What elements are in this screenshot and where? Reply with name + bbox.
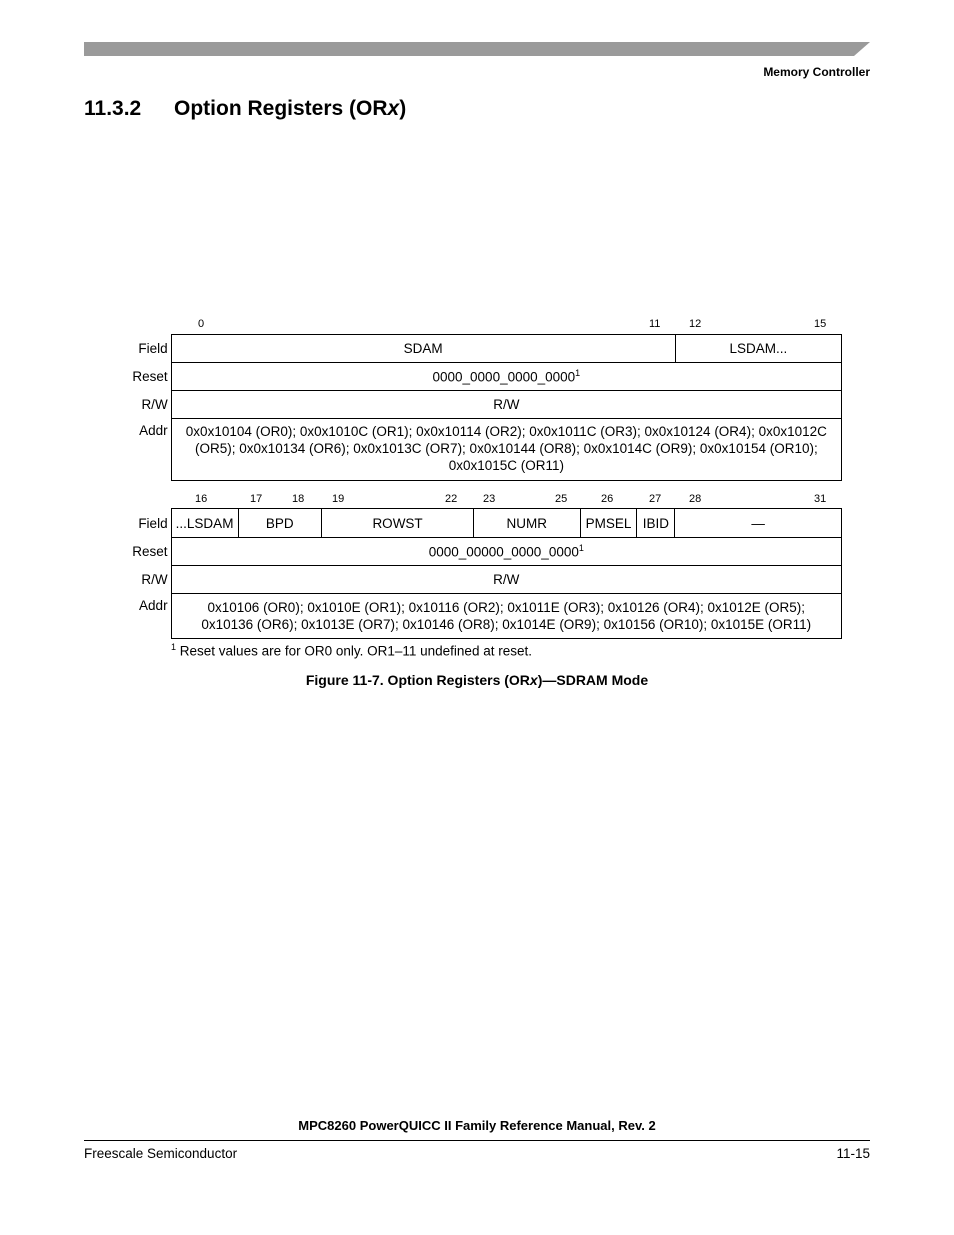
row-label-field: Field <box>138 515 168 531</box>
bit-number: 15 <box>814 318 827 330</box>
footnote <box>171 642 532 659</box>
heading-title-prefix: Option Registers (OR <box>174 97 388 120</box>
addr-line: 0x0x10104 (OR0); 0x0x1010C (OR1); 0x0x10114 (OR2); 0x0x1011C (OR3); 0x0x10124 (OR4); 0x0x1012C <box>185 424 827 439</box>
bit-number: 11 <box>649 318 661 330</box>
reset-value-upper <box>171 363 841 391</box>
addr-value-lower <box>171 594 841 639</box>
bit-number: 27 <box>649 493 662 505</box>
field-numr: NUMR <box>474 509 580 538</box>
bit-number: 18 <box>292 493 305 505</box>
bit-number: 25 <box>555 493 568 505</box>
row-label-reset: Reset <box>132 369 168 384</box>
page-heading <box>84 97 406 121</box>
figure-caption <box>0 672 954 688</box>
row-label-field: Field <box>138 341 168 356</box>
reset-value-lower <box>171 538 841 566</box>
bit-number: 28 <box>689 493 702 505</box>
field-bpd: BPD <box>238 509 322 538</box>
field-sdam: SDAM <box>171 335 675 363</box>
footer-company: Freescale Semiconductor <box>84 1146 238 1161</box>
upper-register-table <box>88 334 842 481</box>
footnote-ref: 1 <box>578 543 584 554</box>
upper-bit-numbers <box>0 318 954 332</box>
rw-value-upper: R/W <box>171 391 841 419</box>
reset-value: 0000_00000_0000_0000 <box>428 544 579 560</box>
bit-number: 17 <box>250 493 263 505</box>
row-label-addr: Addr <box>139 597 168 613</box>
section-label: Memory Controller <box>763 65 870 79</box>
bit-number: 26 <box>601 493 614 505</box>
bit-number: 19 <box>332 493 345 505</box>
row-label-addr: Addr <box>139 422 168 438</box>
reset-value: 0000_0000_0000_0000 <box>432 369 576 385</box>
row-label-reset: Reset <box>132 544 168 559</box>
footnote-ref: 1 <box>575 368 581 379</box>
field-ibid: IBID <box>637 509 675 538</box>
caption-prefix: Figure 11-7. Option Registers (OR <box>305 672 530 688</box>
caption-var: x <box>529 672 538 688</box>
addr-line: 0x10136 (OR6); 0x1013E (OR7); 0x10146 (OR8); 0x1014E (OR9); 0x10156 (OR10); 0x1015E (OR11) <box>201 616 812 632</box>
field-lsdam-upper: LSDAM... <box>675 335 841 363</box>
footnote-text: Reset values are for OR0 only. OR1–11 undefined at reset. <box>179 643 532 659</box>
bit-number: 23 <box>483 493 496 505</box>
row-label-rw: R/W <box>141 572 168 587</box>
rw-value-lower: R/W <box>171 566 841 594</box>
heading-title-var: x <box>387 97 400 120</box>
bit-number: 0 <box>198 318 205 330</box>
footnote-mark: 1 <box>171 642 177 652</box>
field-reserved: — <box>675 509 842 538</box>
header-bar <box>84 42 870 56</box>
addr-line: (OR5); 0x0x10134 (OR6); 0x0x1013C (OR7); 0x0x10144 (OR8); 0x0x1014C (OR9); 0x0x10154 (OR10); <box>194 441 818 456</box>
bit-number: 31 <box>814 493 827 505</box>
lower-bit-numbers <box>0 493 954 507</box>
addr-line: 0x10106 (OR0); 0x1010E (OR1); 0x10116 (OR2); 0x1011E (OR3); 0x10126 (OR4); 0x1012E (OR5); <box>207 599 806 615</box>
heading-number: 11.3.2 <box>84 97 142 120</box>
heading-title-suffix: ) <box>399 97 407 120</box>
bit-number: 12 <box>689 318 702 330</box>
addr-value-upper <box>171 419 841 481</box>
field-lsdam-lower: ...LSDAM <box>171 509 238 538</box>
lower-register-table <box>88 508 842 639</box>
row-label-rw: R/W <box>141 397 168 412</box>
footer-divider <box>84 1140 870 1141</box>
bit-number: 16 <box>195 493 208 505</box>
field-pmsel: PMSEL <box>580 509 637 538</box>
addr-line: 0x0x1015C (OR11) <box>448 458 564 473</box>
field-rowst: ROWST <box>322 509 474 538</box>
caption-suffix: )—SDRAM Mode <box>537 672 649 688</box>
bit-number: 22 <box>445 493 458 505</box>
footer-manual-title: MPC8260 PowerQUICC II Family Reference Manual, Rev. 2 <box>298 1118 656 1133</box>
page-number: 11-15 <box>836 1146 870 1161</box>
